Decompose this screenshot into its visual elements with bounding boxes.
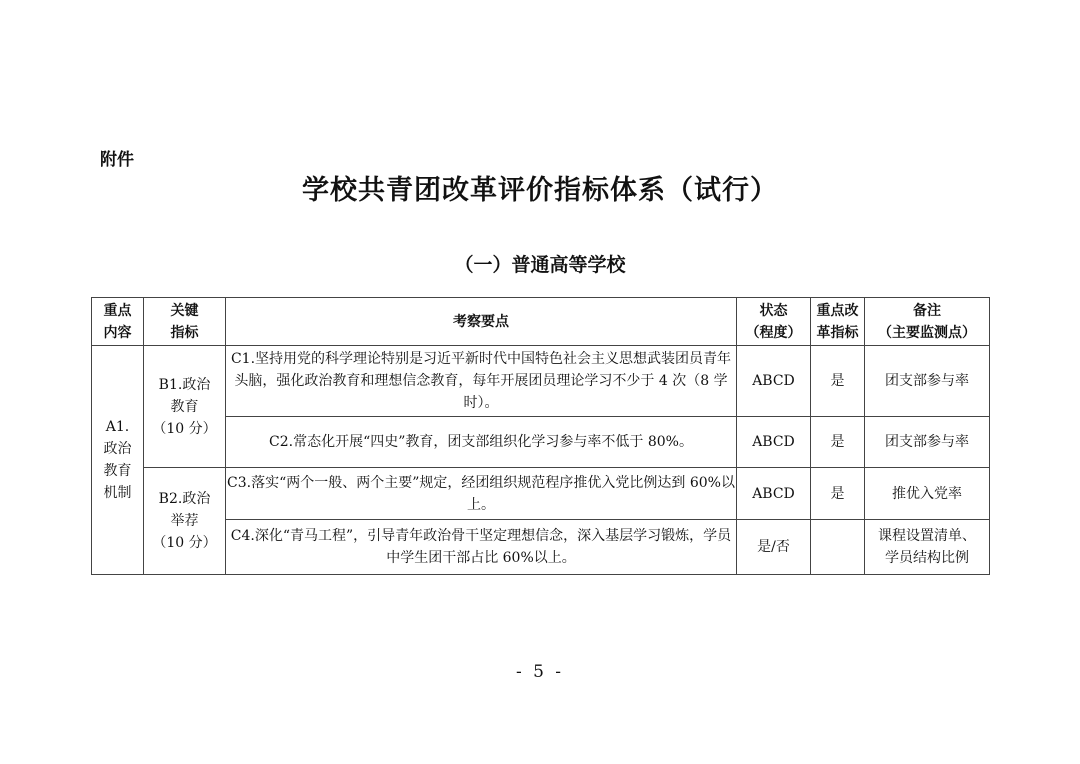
cell-c3-point: C3.落实“两个一般、两个主要”规定，经团组织规范程序推优入党比例达到 60%以上。 — [226, 468, 737, 520]
table-row — [92, 346, 990, 417]
table-row — [92, 520, 990, 575]
cell-b1: B1.政治 教育 （10 分） — [144, 346, 226, 468]
cell-c1-status: ABCD — [737, 346, 811, 417]
header-reform-indicator: 重点改 革指标 — [811, 298, 865, 346]
cell-c1-reform: 是 — [811, 346, 865, 417]
cell-c2-point: C2.常态化开展“四史”教育，团支部组织化学习参与率不低于 80%。 — [226, 417, 737, 468]
evaluation-index-table — [91, 297, 990, 575]
cell-c3-reform: 是 — [811, 468, 865, 520]
header-check-points: 考察要点 — [226, 298, 737, 346]
annex-label: 附件 — [100, 150, 134, 170]
table-row — [92, 417, 990, 468]
cell-c4-remark: 课程设置清单、 学员结构比例 — [865, 520, 990, 575]
cell-c4-reform — [811, 520, 865, 575]
cell-b2: B2.政治 举荐 （10 分） — [144, 468, 226, 575]
cell-c3-status: ABCD — [737, 468, 811, 520]
cell-c4-point: C4.深化“青马工程”，引导青年政治骨干坚定理想信念，深入基层学习锻炼，学员中学生团干部占比 60%以上。 — [226, 520, 737, 575]
table-row — [92, 468, 990, 520]
cell-c1-remark: 团支部参与率 — [865, 346, 990, 417]
cell-c1-point: C1.坚持用党的科学理论特别是习近平新时代中国特色社会主义思想武装团员青年头脑，强化政治教育和理想信念教育，每年开展团员理论学习不少于 4 次（8 学时）。 — [226, 346, 737, 417]
cell-c2-status: ABCD — [737, 417, 811, 468]
cell-c3-remark: 推优入党率 — [865, 468, 990, 520]
cell-a1: A1. 政治 教育 机制 — [92, 346, 144, 575]
table-header-row — [92, 298, 990, 346]
section-subtitle: （一）普通高等学校 — [454, 254, 626, 276]
page-number: - 5 - — [515, 662, 565, 682]
cell-c2-reform: 是 — [811, 417, 865, 468]
header-key-content: 重点 内容 — [92, 298, 144, 346]
document-title: 学校共青团改革评价指标体系（试行） — [302, 175, 778, 206]
header-remarks: 备注 （主要监测点） — [865, 298, 990, 346]
header-status: 状态 （程度） — [737, 298, 811, 346]
cell-c4-status: 是/否 — [737, 520, 811, 575]
cell-c2-remark: 团支部参与率 — [865, 417, 990, 468]
header-key-indicator: 关键 指标 — [144, 298, 226, 346]
